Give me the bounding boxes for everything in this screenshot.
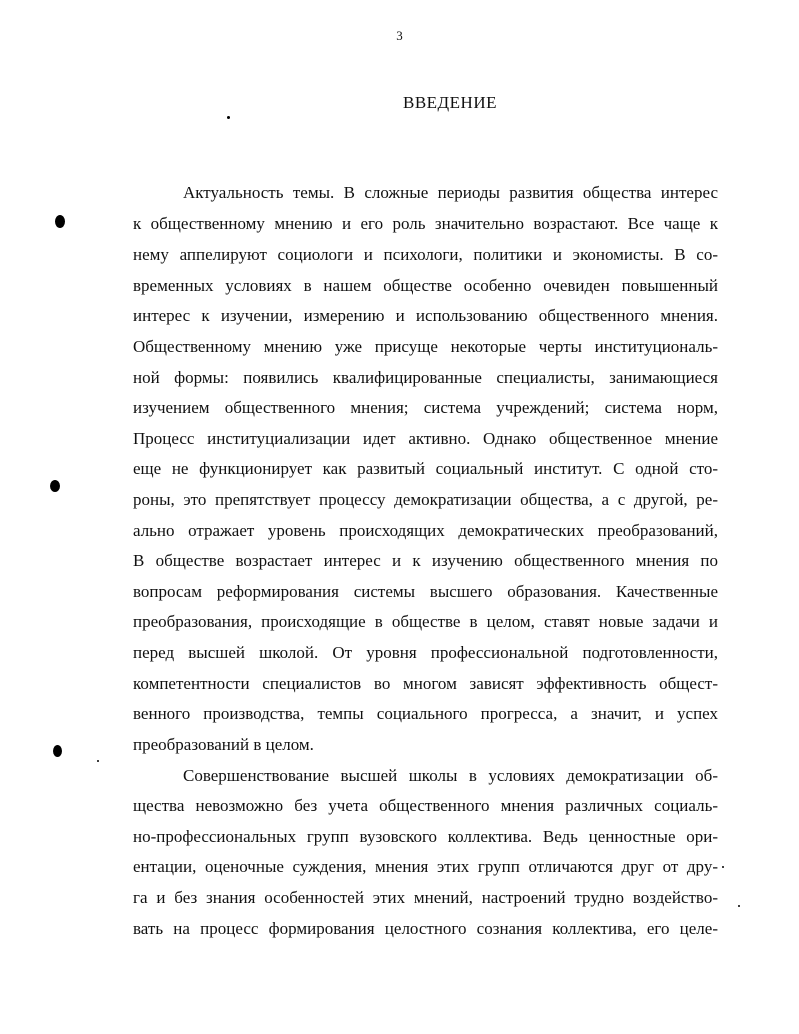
text-line: ной формы: появились квалифицированные специалисты, занимающиеся xyxy=(133,368,718,387)
scan-speck xyxy=(738,905,740,907)
text-line: ентации, оценочные суждения, мнения этих групп отличаются друг от дру- xyxy=(133,857,718,876)
text-line: но-профессиональных групп вузовского коллектива. Ведь ценностные ори- xyxy=(133,827,718,846)
text-line: интерес к изучении, измерению и использованию общественного мнения. xyxy=(133,306,718,325)
text-line: ально отражает уровень происходящих демократических преобразований, xyxy=(133,521,718,540)
text-line: перед высшей школой. От уровня профессиональной подготовленности, xyxy=(133,643,718,662)
text-line: преобразований в целом. xyxy=(133,735,314,754)
text-line: нему аппелируют социологи и психологи, политики и экономисты. В со- xyxy=(133,245,718,264)
section-heading: ВВЕДЕНИЕ xyxy=(403,93,497,112)
text-line: Совершенствование высшей школы в условиях демократизации об- xyxy=(183,766,718,785)
text-line: временных условиях в нашем обществе особенно очевиден повышенный xyxy=(133,276,718,295)
text-line: га и без знания особенностей этих мнений, настроений трудно воздейство- xyxy=(133,888,718,907)
scan-mark xyxy=(55,215,65,228)
text-line: изучением общественного мнения; система учреждений; система норм, xyxy=(133,398,718,417)
text-line: преобразования, происходящие в обществе в целом, ставят новые задачи и xyxy=(133,612,718,631)
page-number: 3 xyxy=(396,28,403,43)
text-line: щества невозможно без учета общественного мнения различных социаль- xyxy=(133,796,718,815)
text-line: компетентности специалистов во многом зависят эффективность общест- xyxy=(133,674,718,693)
scan-mark xyxy=(50,480,60,492)
scan-mark xyxy=(53,745,62,757)
text-line: еще не функционирует как развитый социальный институт. С одной сто- xyxy=(133,459,718,478)
text-line: вопросам реформирования системы высшего образования. Качественные xyxy=(133,582,718,601)
scan-speck xyxy=(227,116,230,119)
text-line: Общественному мнению уже присуще некоторые черты институциональ- xyxy=(133,337,718,356)
text-line: Процесс институциализации идет активно. Однако общественное мнение xyxy=(133,429,718,448)
text-line: В обществе возрастает интерес и к изучению общественного мнения по xyxy=(133,551,718,570)
text-line: к общественному мнению и его роль значительно возрастают. Все чаще к xyxy=(133,214,718,233)
text-line: венного производства, темпы социального прогресса, а значит, и успех xyxy=(133,704,718,723)
text-line: роны, это препятствует процессу демократизации общества, а с другой, ре- xyxy=(133,490,718,509)
scan-speck xyxy=(97,760,99,762)
text-line: вать на процесс формирования целостного сознания коллектива, его целе- xyxy=(133,919,718,938)
scan-speck xyxy=(722,866,724,868)
text-line: Актуальность темы. В сложные периоды развития общества интерес xyxy=(183,183,718,202)
